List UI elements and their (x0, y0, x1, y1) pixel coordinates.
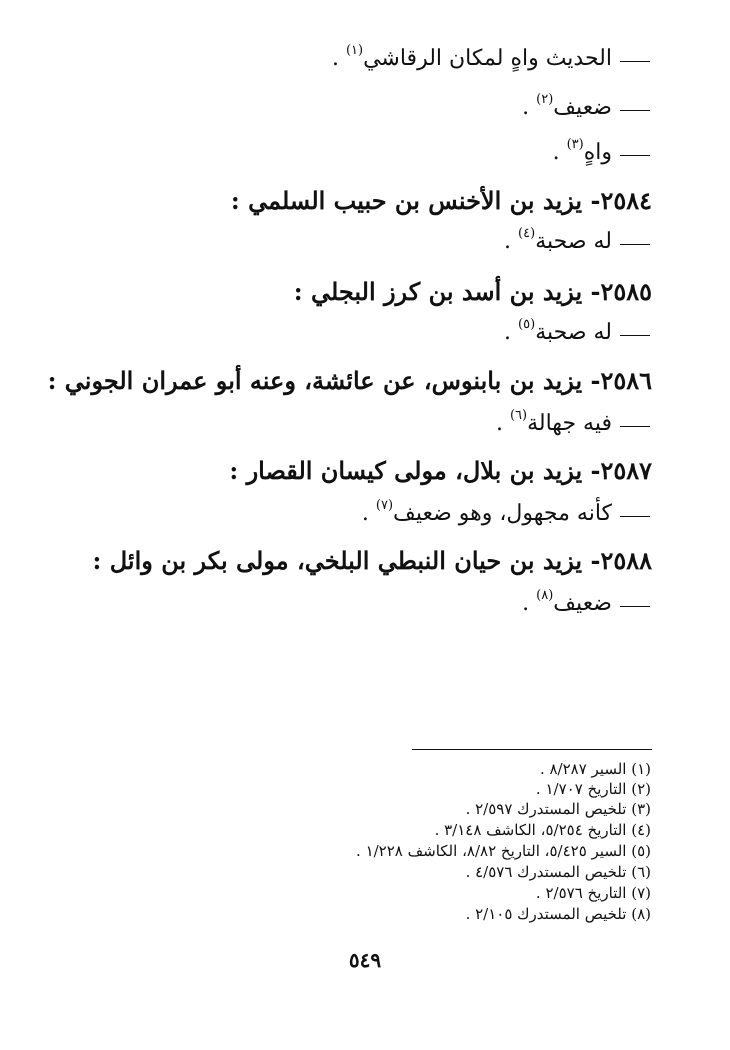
comment-end: . (522, 591, 530, 616)
entry-heading: ٢٥٨٤- يزيد بن الأخنس بن حبيب السلمي : (230, 186, 652, 215)
dash-mark (620, 244, 650, 245)
comment-text: الحديث واهٍ لمكان الرقاشي (363, 46, 612, 71)
entry-heading: ٢٥٨٥- يزيد بن أسد بن كرز البجلي : (293, 277, 652, 306)
comment-end: . (331, 46, 339, 71)
footnote-separator (412, 749, 652, 750)
footnote: (٥) السير ٥/٤٢٥، التاريخ ٨/٨٢، الكاشف ١/٢٢٨ . (356, 842, 651, 860)
comment-text: له صحبة (535, 229, 612, 254)
footnote-ref: (٧) (375, 498, 394, 513)
page-number: ٥٤٩ (348, 948, 382, 972)
dash-mark (620, 110, 650, 111)
footnote-ref: (٨) (536, 588, 554, 603)
footnote: (٨) تلخيص المستدرك ٢/١٠٥ . (465, 905, 651, 923)
comment-end: . (552, 140, 560, 165)
comment-text: ضعيف (553, 95, 612, 120)
entry-heading: ٢٥٨٦- يزيد بن بابنوس، عن عائشة، وعنه أبو عمران الجوني : (47, 366, 652, 395)
entry-comment (331, 43, 650, 71)
footnote-ref: (٢) (536, 92, 554, 107)
footnote: (٢) التاريخ ١/٧٠٧ . (535, 780, 651, 798)
entry-comment (504, 317, 650, 345)
dash-mark (620, 335, 650, 336)
footnote: (٤) التاريخ ٥/٢٥٤، الكاشف ٣/١٤٨ . (434, 821, 651, 839)
footnote-ref: (٣) (566, 137, 584, 152)
comment-end: . (504, 320, 512, 345)
entry-heading: ٢٥٨٨- يزيد بن حيان النبطي البلخي، مولى بكر بن وائل : (92, 546, 652, 575)
footnote-ref: (٥) (518, 317, 536, 332)
entry-comment (495, 408, 650, 436)
comment-end: . (504, 229, 512, 254)
comment-end: . (495, 411, 503, 436)
comment-text: له صحبة (535, 320, 612, 345)
comment-text: واهٍ (583, 140, 612, 165)
dash-mark (620, 61, 650, 62)
footnote-ref: (١) (345, 43, 364, 58)
entry-comment (504, 226, 650, 254)
footnote: (٣) تلخيص المستدرك ٢/٥٩٧ . (465, 800, 651, 818)
footnote: (٦) تلخيص المستدرك ٤/٥٧٦ . (465, 863, 651, 881)
comment-text: ضعيف (553, 591, 612, 616)
footnote: (١) السير ٨/٢٨٧ . (539, 760, 651, 778)
dash-mark (620, 516, 650, 517)
dash-mark (620, 606, 650, 607)
dash-mark (620, 155, 650, 156)
entry-comment (361, 498, 650, 526)
comment-end: . (522, 95, 530, 120)
entry-comment (552, 137, 650, 165)
dash-mark (620, 426, 650, 427)
comment-end: . (361, 501, 369, 526)
entry-comment (522, 92, 650, 120)
comment-text: فيه جهالة (527, 411, 612, 436)
footnote: (٧) التاريخ ٢/٥٧٦ . (535, 884, 651, 902)
entry-comment (522, 588, 650, 616)
footnote-ref: (٤) (518, 226, 536, 241)
footnote-ref: (٦) (509, 408, 528, 423)
comment-text: كأنه مجهول، وهو ضعيف (393, 501, 612, 526)
entry-heading: ٢٥٨٧- يزيد بن بلال، مولى كيسان القصار : (229, 456, 652, 485)
